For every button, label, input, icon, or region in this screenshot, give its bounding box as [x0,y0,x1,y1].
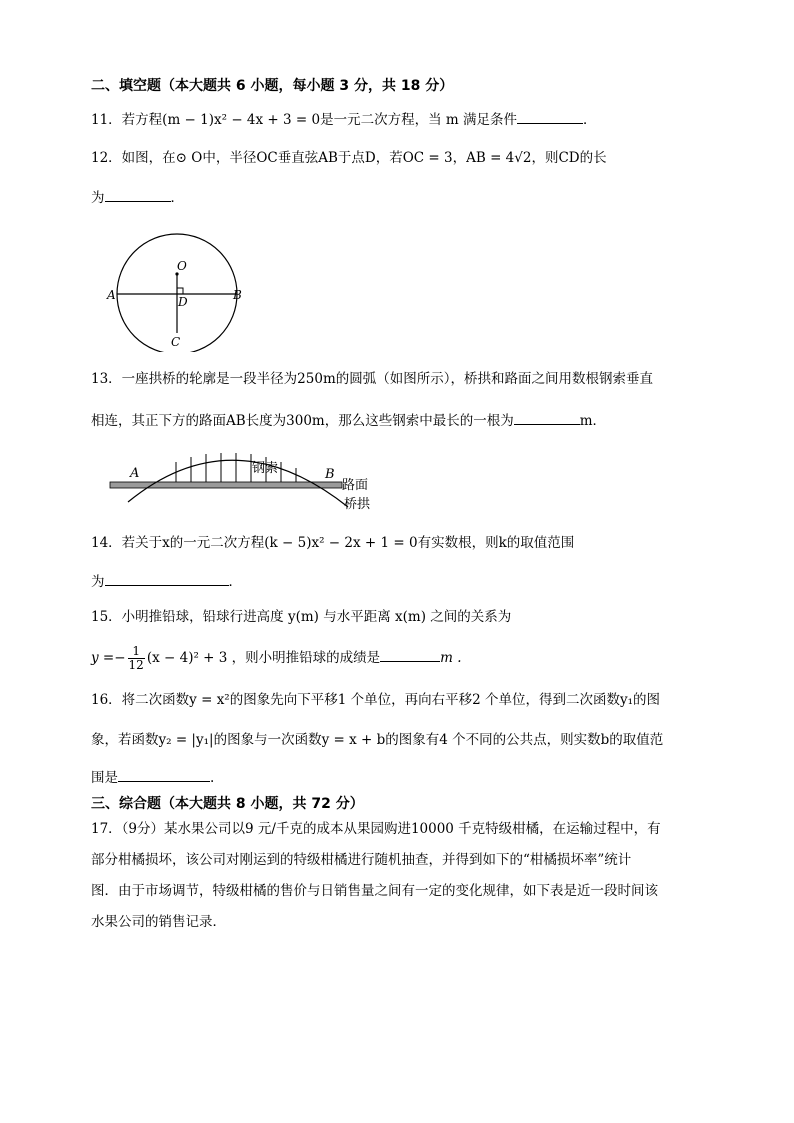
label-d: D [178,295,188,309]
bridge-figure [106,440,396,515]
q12-answer-blank[interactable] [105,187,171,202]
q14-end: ． [228,574,242,590]
q12-end: ． [170,190,184,206]
label-b: B [325,467,335,482]
label-a: A [130,466,140,481]
q15-eq-rest: (x − 4)² + 3 ，则小明推铅球的成绩是 [146,650,381,666]
label-arch: 桥拱 [344,497,371,512]
q17-line1: 17．（9分）某水果公司以9 元/千克的成本从果园购进10000 千克特级柑橘，在运输过程中，有 [91,821,661,837]
section-3-title: 三、综合题（本大题共 8 小题，共 72 分） [91,796,364,812]
q15-answer-blank[interactable] [380,647,440,662]
q13-line2 [91,410,606,430]
label-a: A [107,288,116,302]
section-2-title: 二、填空题（本大题共 6 小题，每小题 3 分，共 18 分） [91,78,454,94]
q14-answer-blank[interactable] [105,571,229,586]
q15-eq-start: y =− [91,650,126,666]
q17-line2: 部分柑橘损坏，该公司对刚运到的特级柑橘进行随机抽查，并得到如下的“柑橘损坏率”统计 [91,852,632,868]
circle-figure [105,222,255,352]
q15-line2 [91,644,462,672]
q12-line2 [91,187,184,207]
q11-answer-blank[interactable] [517,109,583,124]
q17-line3: 图．由于市场调节，特级柑橘的售价与日销售量之间有一定的变化规律，如下表是近一段时间该 [91,883,658,899]
q16-line2: 象，若函数y₂ = |y₁|的图象与一次函数y = x + b的图象有4 个不同的公共点，则实数b的取值范 [91,732,664,748]
q13-answer-blank[interactable] [514,410,580,425]
q14-prefix: 为 [91,574,105,590]
q16-line3 [91,767,214,787]
label-o: O [177,259,187,273]
q13-unit: m． [579,413,607,429]
q11-end: ． [582,112,597,128]
q13-text: 相连，其正下方的路面AB长度为300m，那么这些钢索中最长的一根为 [91,413,514,429]
q14-line2 [91,571,242,591]
question-11 [91,109,596,129]
q16-end: . [210,770,215,786]
label-b: B [233,288,242,302]
q12-prefix: 为 [91,190,105,206]
road-surface [110,482,342,488]
label-cable: 钢索 [252,461,279,476]
right-angle-mark [177,288,183,294]
q13-line1: 13．一座拱桥的轮廓是一段半径为250m的圆弧（如图所示），桥拱和路面之间用数根钢索垂直 [91,371,653,387]
q16-answer-blank[interactable] [118,767,210,782]
q17-line4: 水果公司的销售记录． [91,914,226,930]
fraction-numerator: 1 [128,645,145,659]
q15-fraction [128,645,145,672]
q14-line1: 14．若关于x的一元二次方程(k − 5)x² − 2x + 1 = 0有实数根，则k的取值范围 [91,535,575,551]
q16-line1: 16．将二次函数y = x²的图象先向下平移1 个单位，再向右平移2 个单位，得到二次函数y₁的图 [91,692,661,708]
q15-unit: m . [440,650,462,666]
label-road: 路面 [342,478,369,493]
q11-text: 11．若方程(m − 1)x² − 4x + 3 = 0是一元二次方程，当 m 满足条件 [91,112,517,128]
q15-line1: 15．小明推铅球，铅球行进高度 y(m) 与水平距离 x(m) 之间的关系为 [91,609,512,625]
q16-prefix: 围是 [91,770,118,786]
fraction-denominator: 12 [128,658,144,672]
q12-line1: 12．如图，在⊙ O中，半径OC垂直弦AB于点D，若OC = 3，AB = 4√2，则CD的长 [91,150,607,166]
label-c: C [171,335,181,349]
